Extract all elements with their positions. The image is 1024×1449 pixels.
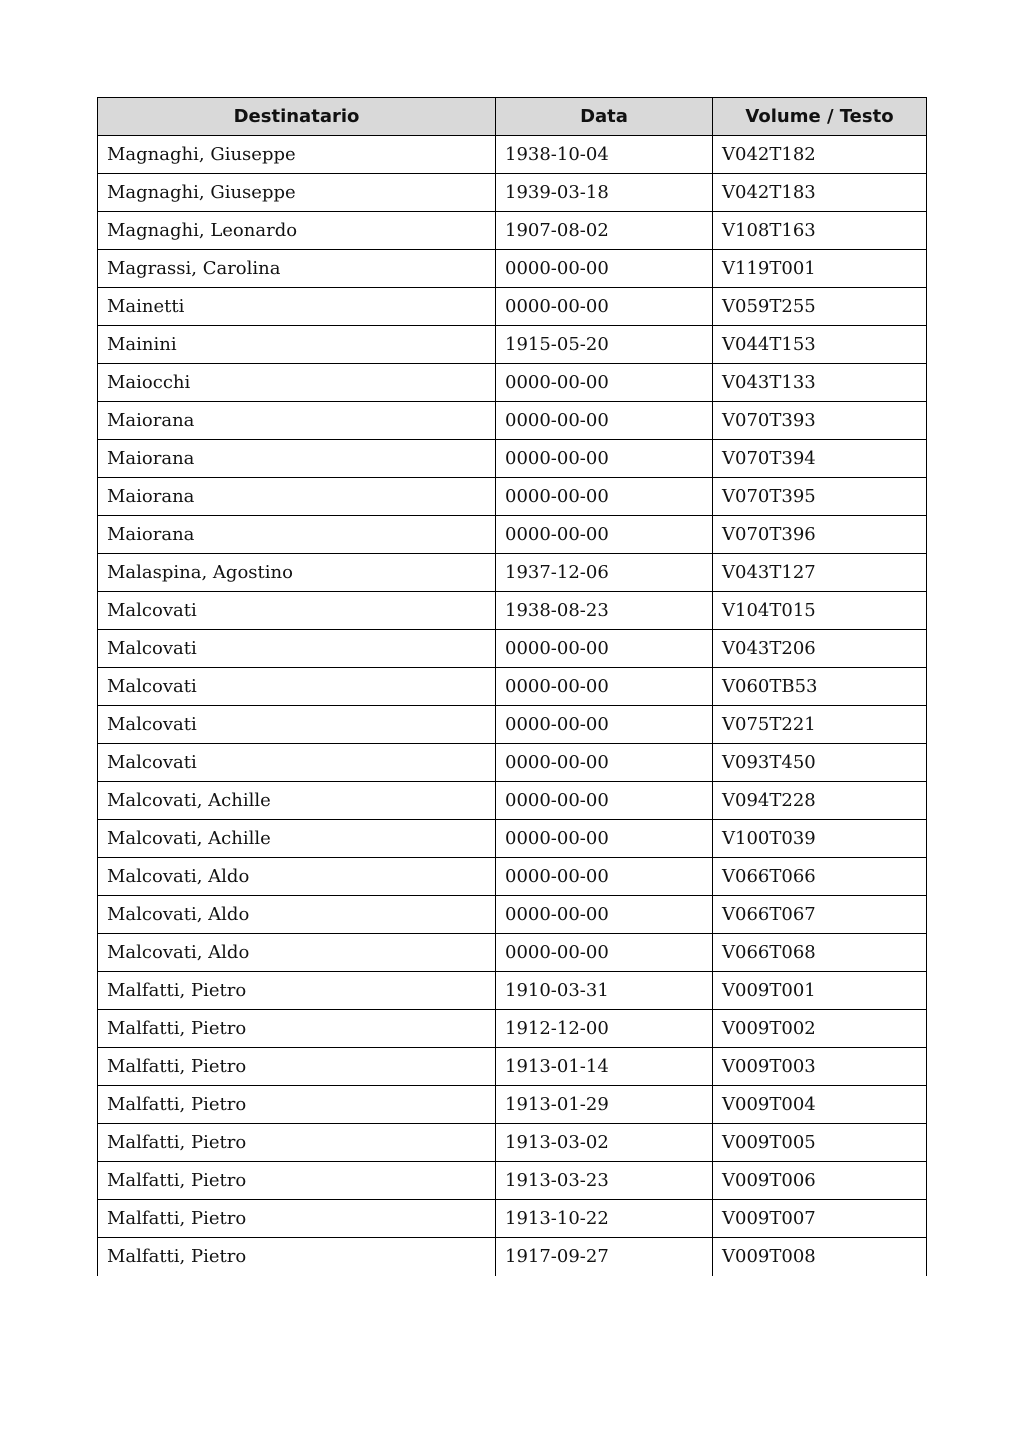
date-cell: 0000-00-00: [496, 820, 713, 858]
table-row: [98, 1200, 927, 1238]
table-row: [98, 440, 927, 478]
date-cell: 0000-00-00: [496, 782, 713, 820]
date-cell: 0000-00-00: [496, 858, 713, 896]
volume-cell: V044T153: [713, 326, 927, 364]
volume-cell: V059T255: [713, 288, 927, 326]
volume-cell: V066T067: [713, 896, 927, 934]
recipient-cell: Malfatti, Pietro: [98, 1124, 496, 1162]
volume-cell: V043T133: [713, 364, 927, 402]
date-cell: 0000-00-00: [496, 250, 713, 288]
recipient-cell: Malcovati, Achille: [98, 782, 496, 820]
date-cell: 0000-00-00: [496, 402, 713, 440]
recipient-cell: Magnaghi, Giuseppe: [98, 174, 496, 212]
date-cell: 0000-00-00: [496, 440, 713, 478]
recipient-cell: Maiorana: [98, 516, 496, 554]
recipient-cell: Maiorana: [98, 478, 496, 516]
table-row: [98, 668, 927, 706]
volume-cell: V100T039: [713, 820, 927, 858]
volume-cell: V009T006: [713, 1162, 927, 1200]
table-body: [98, 136, 927, 1276]
volume-cell: V009T001: [713, 972, 927, 1010]
table-row: [98, 174, 927, 212]
volume-cell: V070T393: [713, 402, 927, 440]
table-row: [98, 212, 927, 250]
table-row: [98, 516, 927, 554]
date-cell: 1907-08-02: [496, 212, 713, 250]
date-cell: 0000-00-00: [496, 668, 713, 706]
volume-cell: V009T003: [713, 1048, 927, 1086]
table-row: [98, 1048, 927, 1086]
recipient-cell: Malfatti, Pietro: [98, 1238, 496, 1276]
date-cell: 1917-09-27: [496, 1238, 713, 1276]
table-row: [98, 858, 927, 896]
date-cell: 1913-03-23: [496, 1162, 713, 1200]
recipient-cell: Malcovati: [98, 706, 496, 744]
date-cell: 0000-00-00: [496, 288, 713, 326]
volume-cell: V108T163: [713, 212, 927, 250]
date-cell: 1937-12-06: [496, 554, 713, 592]
volume-cell: V094T228: [713, 782, 927, 820]
volume-cell: V009T008: [713, 1238, 927, 1276]
date-cell: 0000-00-00: [496, 706, 713, 744]
header-row: [98, 98, 927, 136]
volume-cell: V009T002: [713, 1010, 927, 1048]
recipient-cell: Malfatti, Pietro: [98, 972, 496, 1010]
table-row: [98, 402, 927, 440]
date-cell: 0000-00-00: [496, 364, 713, 402]
volume-cell: V070T394: [713, 440, 927, 478]
table-row: [98, 288, 927, 326]
date-cell: 1912-12-00: [496, 1010, 713, 1048]
recipient-cell: Malaspina, Agostino: [98, 554, 496, 592]
header-date: Data: [496, 98, 713, 136]
date-cell: 0000-00-00: [496, 934, 713, 972]
date-cell: 0000-00-00: [496, 516, 713, 554]
date-cell: 1913-03-02: [496, 1124, 713, 1162]
recipient-cell: Malcovati, Aldo: [98, 858, 496, 896]
recipient-cell: Mainetti: [98, 288, 496, 326]
table-row: [98, 136, 927, 174]
recipient-cell: Malfatti, Pietro: [98, 1200, 496, 1238]
table-row: [98, 1010, 927, 1048]
recipient-cell: Mainini: [98, 326, 496, 364]
table-row: [98, 326, 927, 364]
volume-cell: V070T396: [713, 516, 927, 554]
table-row: [98, 1086, 927, 1124]
date-cell: 1913-10-22: [496, 1200, 713, 1238]
recipient-cell: Malcovati: [98, 744, 496, 782]
volume-cell: V043T127: [713, 554, 927, 592]
recipient-cell: Malcovati, Achille: [98, 820, 496, 858]
letters-table: [97, 97, 927, 1276]
table-row: [98, 706, 927, 744]
table-row: [98, 972, 927, 1010]
date-cell: 0000-00-00: [496, 478, 713, 516]
table-row: [98, 782, 927, 820]
volume-cell: V075T221: [713, 706, 927, 744]
date-cell: 0000-00-00: [496, 744, 713, 782]
volume-cell: V104T015: [713, 592, 927, 630]
volume-cell: V009T007: [713, 1200, 927, 1238]
recipient-cell: Maiocchi: [98, 364, 496, 402]
date-cell: 1938-10-04: [496, 136, 713, 174]
date-cell: 1913-01-14: [496, 1048, 713, 1086]
table-row: [98, 896, 927, 934]
volume-cell: V060TB53: [713, 668, 927, 706]
recipient-cell: Malcovati: [98, 592, 496, 630]
recipient-cell: Magnaghi, Leonardo: [98, 212, 496, 250]
volume-cell: V009T004: [713, 1086, 927, 1124]
recipient-cell: Maiorana: [98, 440, 496, 478]
date-cell: 1939-03-18: [496, 174, 713, 212]
volume-cell: V042T183: [713, 174, 927, 212]
recipient-cell: Maiorana: [98, 402, 496, 440]
header-volume: Volume / Testo: [713, 98, 927, 136]
table-row: [98, 250, 927, 288]
volume-cell: V093T450: [713, 744, 927, 782]
recipient-cell: Magrassi, Carolina: [98, 250, 496, 288]
table-row: [98, 478, 927, 516]
recipient-cell: Malfatti, Pietro: [98, 1010, 496, 1048]
table-row: [98, 934, 927, 972]
recipient-cell: Malcovati: [98, 668, 496, 706]
volume-cell: V042T182: [713, 136, 927, 174]
recipient-cell: Malfatti, Pietro: [98, 1162, 496, 1200]
recipient-cell: Malcovati, Aldo: [98, 896, 496, 934]
recipient-cell: Malfatti, Pietro: [98, 1048, 496, 1086]
table-row: [98, 364, 927, 402]
date-cell: 1913-01-29: [496, 1086, 713, 1124]
date-cell: 0000-00-00: [496, 630, 713, 668]
table-row: [98, 1238, 927, 1276]
volume-cell: V070T395: [713, 478, 927, 516]
volume-cell: V119T001: [713, 250, 927, 288]
table-row: [98, 630, 927, 668]
recipient-cell: Malfatti, Pietro: [98, 1086, 496, 1124]
volume-cell: V009T005: [713, 1124, 927, 1162]
table-row: [98, 592, 927, 630]
table-row: [98, 1162, 927, 1200]
header-recipient: Destinatario: [98, 98, 496, 136]
table-row: [98, 1124, 927, 1162]
date-cell: 1915-05-20: [496, 326, 713, 364]
table-row: [98, 554, 927, 592]
table-row: [98, 744, 927, 782]
volume-cell: V043T206: [713, 630, 927, 668]
volume-cell: V066T068: [713, 934, 927, 972]
volume-cell: V066T066: [713, 858, 927, 896]
recipient-cell: Malcovati, Aldo: [98, 934, 496, 972]
date-cell: 0000-00-00: [496, 896, 713, 934]
recipient-cell: Malcovati: [98, 630, 496, 668]
table-row: [98, 820, 927, 858]
date-cell: 1938-08-23: [496, 592, 713, 630]
recipient-cell: Magnaghi, Giuseppe: [98, 136, 496, 174]
date-cell: 1910-03-31: [496, 972, 713, 1010]
